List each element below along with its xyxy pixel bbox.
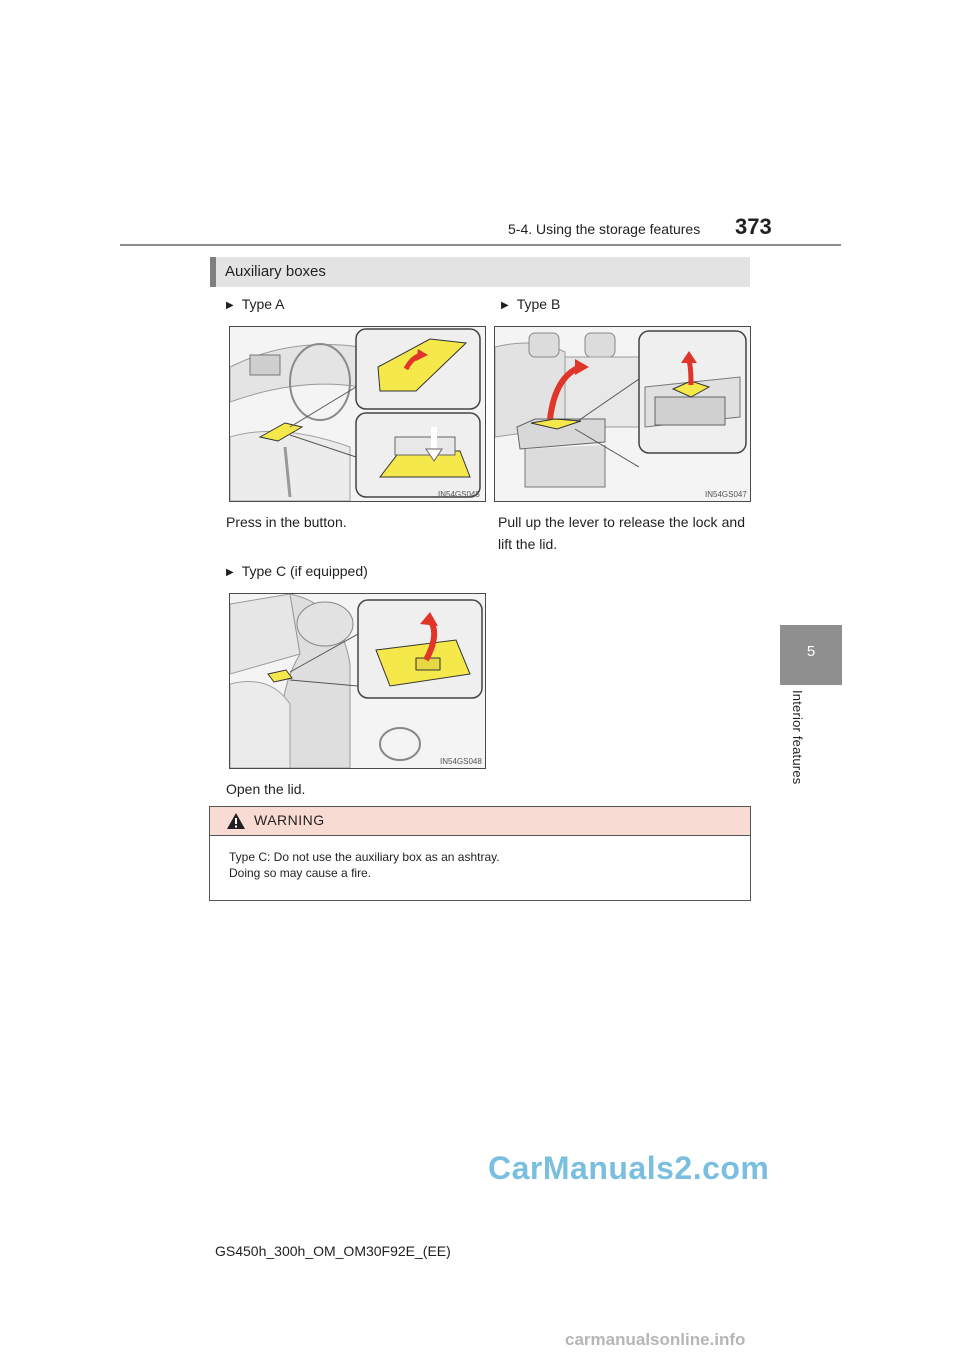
triangle-bullet-icon: ▶: [501, 300, 509, 311]
section-heading: Auxiliary boxes: [225, 263, 326, 280]
watermark-primary: CarManuals2.com: [488, 1150, 770, 1186]
type-b-illustration: [494, 326, 751, 502]
warning-title: WARNING: [254, 812, 325, 828]
section-heading-bar: [210, 257, 216, 287]
type-a-label-row: [226, 296, 285, 312]
warning-triangle-icon: [226, 812, 246, 830]
type-b-label-row: [501, 296, 560, 312]
header-rule: [120, 244, 841, 246]
running-header-title: 5-4. Using the storage features: [508, 221, 701, 237]
type-c-illustration: [229, 593, 486, 769]
type-c-caption: Open the lid.: [226, 781, 306, 797]
type-b-label: Type B: [516, 296, 561, 312]
warning-line: Doing so may cause a fire.: [229, 866, 372, 880]
chapter-label: Interior features: [790, 690, 805, 785]
document-code: GS450h_300h_OM_OM30F92E_(EE): [215, 1243, 451, 1259]
page-number: 373: [735, 214, 772, 239]
type-a-image-code: IN54GS045: [438, 490, 480, 499]
type-a-label: Type A: [241, 296, 285, 312]
type-c-image-code: IN54GS048: [440, 757, 482, 766]
type-b-caption: Pull up the lever to release the lock and lift the lid.: [498, 514, 745, 552]
type-a-caption: Press in the button.: [226, 514, 347, 530]
watermark-secondary: carmanualsonline.info: [565, 1330, 746, 1349]
chapter-number: 5: [806, 643, 816, 660]
triangle-bullet-icon: ▶: [226, 567, 234, 578]
type-a-illustration: [229, 326, 486, 502]
type-c-label: Type C (if equipped): [241, 563, 368, 579]
warning-text: [229, 849, 500, 881]
type-c-label-row: [226, 563, 368, 579]
type-b-image-code: IN54GS047: [705, 490, 747, 499]
warning-line: Type C: Do not use the auxiliary box as an ashtray.: [229, 850, 500, 864]
triangle-bullet-icon: ▶: [226, 300, 234, 311]
